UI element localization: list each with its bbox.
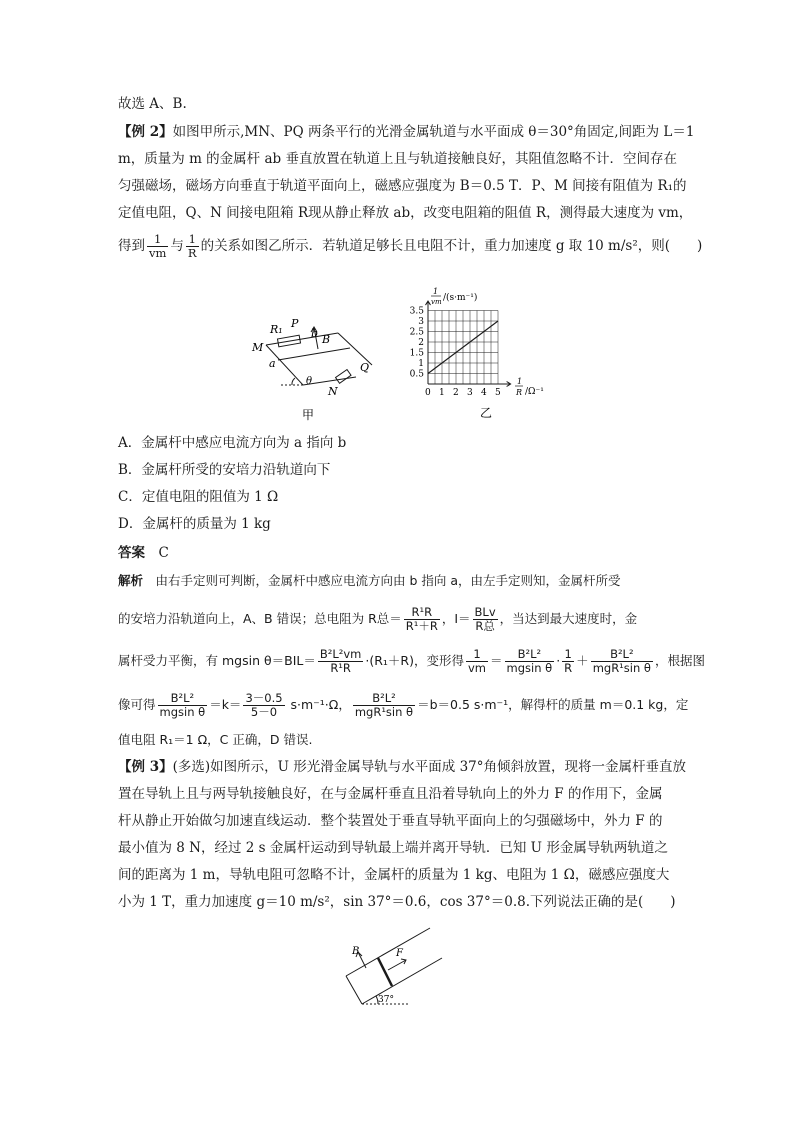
- numerator: 1: [466, 648, 488, 662]
- fraction-1-over-vm: [147, 233, 168, 260]
- rail-lower: [362, 958, 442, 1004]
- label-m: M: [252, 341, 264, 354]
- answer-label: 答案: [118, 545, 145, 561]
- label-f: F: [396, 948, 403, 959]
- denominator: vm: [149, 246, 167, 260]
- text: 的安培力沿轨道向上，A、B 错误；总电阻为 R总＝: [118, 611, 402, 626]
- denominator: R: [187, 246, 197, 260]
- rod-ab: [278, 348, 350, 360]
- resistor-box-r: [336, 370, 351, 384]
- x-tick-label: 5: [495, 388, 501, 398]
- fraction-slope-value: [243, 692, 284, 719]
- rail-end: [346, 976, 362, 1004]
- analysis-line-1: [118, 571, 621, 591]
- numerator: 1: [147, 233, 168, 247]
- fraction-slope: [505, 648, 555, 675]
- fraction-intercept: [353, 692, 415, 719]
- denominator: R: [564, 661, 573, 675]
- analysis-label: 解析: [118, 573, 144, 588]
- fraction-1-over-vm: [466, 648, 488, 675]
- text: ·(R₁＋R)，变形得: [365, 653, 464, 668]
- option-a: A．金属杆中感应电流方向为 a 指向 b: [118, 435, 347, 451]
- numerator: 3－0.5: [245, 691, 283, 705]
- example-2-line-3: 匀强磁场，磁场方向垂直于轨道平面向上，磁感应强度为 B＝0.5 T．P、M 间接有阻值为 R₁的: [118, 178, 687, 194]
- analysis-line-2: [118, 606, 637, 633]
- fraction-bil: [318, 648, 364, 675]
- denominator: mgR¹sin θ: [354, 705, 414, 719]
- analysis-line-4: [118, 692, 688, 719]
- option-c: C．定值电阻的阻值为 1 Ω: [118, 489, 279, 505]
- option-b: B．金属杆所受的安培力沿轨道向下: [118, 462, 331, 478]
- text: 如图甲所示,MN、PQ 两条平行的光滑金属轨道与水平面成 θ＝30°角固定,间距为 L＝1: [172, 124, 695, 140]
- caption-jia: 甲: [302, 408, 315, 422]
- option-d: D．金属杆的质量为 1 kg: [118, 516, 271, 532]
- text: 得到: [118, 238, 145, 254]
- fraction-intercept: [591, 648, 653, 675]
- metal-rod: [378, 958, 392, 986]
- text: 属杆受力平衡，有 mgsin θ＝BIL＝: [118, 653, 316, 668]
- answer-line: [118, 543, 169, 563]
- denominator: mgR¹sin θ: [592, 661, 651, 675]
- y-tick-label: 1.5: [409, 348, 424, 359]
- x-tick-label: 4: [481, 388, 487, 398]
- y-tick-label: 0.5: [409, 369, 424, 380]
- label-theta: θ: [306, 376, 313, 387]
- label-b-point: b: [311, 327, 319, 340]
- example-2-line-5: [118, 232, 703, 260]
- example-3-line-2: 置在导轨上且与两导轨接触良好，在与金属杆垂直且沿着导轨向上的外力 F 的作用下，金属: [118, 786, 663, 802]
- numerator: B²L²: [353, 692, 415, 706]
- label-b: B: [352, 946, 360, 957]
- y-tick-label: 2: [418, 338, 424, 348]
- fraction-slope: [158, 692, 208, 719]
- example-3-tag: 【例 3】: [118, 759, 173, 775]
- y-tick-label: 1: [418, 359, 424, 369]
- analysis-line-5: 值电阻 R₁＝1 Ω，C 正确，D 错误.: [118, 732, 313, 747]
- numerator: R¹R: [404, 606, 440, 620]
- label-p: P: [291, 317, 299, 330]
- numerator: B²L²vm: [319, 647, 362, 661]
- answer-value: C: [158, 545, 169, 561]
- text: ，当达到最大速度时，金: [499, 611, 638, 626]
- y-tick-label: 2.5: [409, 327, 424, 338]
- label-q: Q: [360, 361, 370, 374]
- numerator: BLv: [474, 605, 496, 619]
- y-axis-label: /(s·m⁻¹): [443, 293, 478, 303]
- denominator: mgsin θ: [159, 705, 206, 719]
- numerator: 1: [186, 233, 199, 247]
- label-n: N: [328, 385, 338, 398]
- text: (多选)如图所示，U 形光滑金属导轨与水平面成 37°角倾斜放置，现将一金属杆垂直放: [172, 759, 687, 775]
- label-field-b: B: [322, 333, 331, 346]
- y-tick-label: 3: [418, 317, 424, 327]
- analysis-line-3: [118, 648, 705, 675]
- angle-arc: [292, 378, 295, 385]
- x-tick-label: 0: [425, 388, 431, 398]
- denominator: R¹R: [330, 661, 351, 675]
- text: ＝b＝0.5 s·m⁻¹，解得杆的质量 m＝0.1 kg，定: [417, 697, 689, 712]
- example-2-line-2: m，质量为 m 的金属杆 ab 垂直放置在轨道上且与轨道接触良好，其阻值忽略不计．空间存在: [118, 151, 677, 167]
- numerator: B²L²: [158, 692, 208, 706]
- text: ，根据图: [654, 653, 705, 668]
- fraction-total-r: [404, 606, 440, 633]
- denominator: mgsin θ: [506, 661, 553, 675]
- y-axis-fraction-den: vm: [431, 298, 442, 306]
- x-tick-label: 2: [453, 388, 459, 398]
- label-a: a: [269, 357, 276, 370]
- fraction-current: [473, 606, 498, 633]
- text: 的关系如图乙所示．若轨道足够长且电阻不计，重力加速度 g 取 10 m/s²，则( ): [200, 238, 703, 254]
- example-3-line-3: 杆从静止开始做匀加速直线运动．整个装置处于垂直导轨平面向上的匀强磁场中，外力 F 的: [118, 813, 663, 829]
- example-2-line-1: [118, 122, 695, 142]
- text: 与: [170, 238, 184, 254]
- text: 像可得: [118, 697, 156, 712]
- x-axis-fraction-num: 1: [517, 377, 523, 386]
- y-axis-fraction-num: 1: [433, 287, 439, 296]
- figure-yi-chart: [400, 286, 560, 421]
- y-tick-label: 3.5: [409, 306, 424, 317]
- force-arrow: [388, 960, 406, 970]
- fraction-1-over-R: [186, 233, 199, 260]
- numerator: B²L²: [505, 648, 555, 662]
- text: ·: [556, 653, 561, 668]
- denominator: R总: [475, 619, 495, 633]
- text: ，I＝: [441, 611, 471, 626]
- caption-yi: 乙: [480, 406, 493, 420]
- text: s·m⁻¹·Ω，: [286, 697, 351, 712]
- text: ＋: [576, 653, 589, 668]
- denominator: R¹＋R: [405, 619, 438, 633]
- fraction-1-over-r: [562, 648, 574, 675]
- example-2-tag: 【例 2】: [118, 124, 173, 140]
- example-2-line-4: 定值电阻，Q、N 间接电阻箱 R现从静止释放 ab，改变电阻箱的阻值 R，测得最大速度为 vm，: [118, 205, 693, 221]
- figure-incline-rails: [338, 924, 448, 1010]
- x-axis-label: /Ω⁻¹: [525, 387, 544, 397]
- denominator: 5－0: [250, 705, 278, 719]
- example-3-line-5: 间的距离为 1 m，导轨电阻可忽略不计，金属杆的质量为 1 kg、电阻为 1 Ω，磁感应强度大: [118, 867, 670, 883]
- denominator: vm: [467, 661, 486, 675]
- figure-jia-rails-diagram: [248, 315, 383, 425]
- text: 由右手定则可判断，金属杆中感应电流方向由 b 指向 a，由左手定则知，金属杆所受: [155, 573, 621, 588]
- x-tick-label: 3: [467, 388, 473, 398]
- text-line: 故选 A、B.: [118, 96, 187, 112]
- example-3-line-1: [118, 757, 687, 777]
- numerator: B²L²: [591, 648, 653, 662]
- label-r1: R₁: [270, 323, 283, 336]
- example-3-line-4: 最小值为 8 N，经过 2 s 金属杆运动到导轨最上端并离开导轨．已知 U 形金属导轨两轨道之: [118, 840, 668, 856]
- label-angle: 37°: [378, 995, 394, 1005]
- numerator: 1: [562, 648, 574, 662]
- x-axis-fraction-den: R: [516, 388, 523, 397]
- example-3-line-6: 小为 1 T，重力加速度 g＝10 m/s²，sin 37°＝0.6，cos 37°＝0.8.下列说法正确的是( ): [118, 894, 676, 910]
- x-tick-label: 1: [439, 388, 445, 398]
- text: ＝k＝: [209, 697, 242, 712]
- text: ＝: [490, 653, 503, 668]
